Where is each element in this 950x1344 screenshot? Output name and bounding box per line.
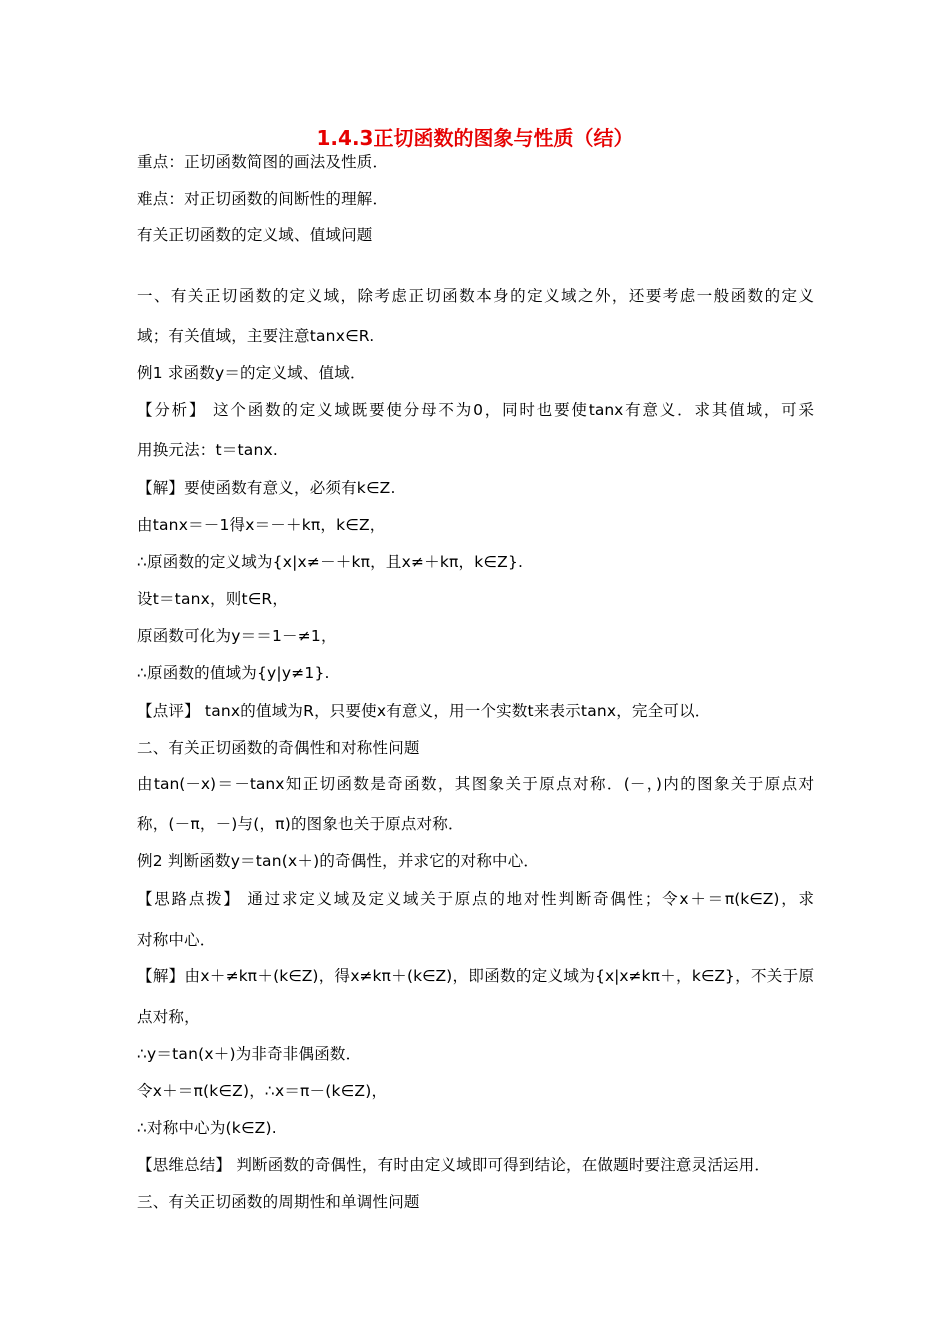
section-heading: 二、有关正切函数的奇偶性和对称性问题 [137,739,420,757]
solution-line: ∴原函数的值域为{y|y≠1}. [137,664,330,682]
section-heading: 有关正切函数的定义域、值域问题 [137,226,373,244]
solution-line: ∴y＝tan(x＋)为非奇非偶函数． [137,1045,362,1063]
section-heading: 三、有关正切函数的周期性和单调性问题 [137,1193,420,1211]
analysis-line: 用换元法：t＝tanx. [137,441,278,459]
paragraph-line: 域；有关值域，主要注意tanx∈R. [137,327,375,345]
solution-line: 由tanx＝－1得x＝－＋kπ，k∈Z， [137,516,386,534]
paragraph-line: 一、有关正切函数的定义域，除考虑正切函数本身的定义域之外，还要考虑一般函数的定义 [137,287,814,305]
solution-line: 点对称， [137,1008,200,1026]
solution-line: 设t＝tanx，则t∈R， [137,590,289,608]
solution-line: 令x＋＝π(k∈Z)，∴x＝π－(k∈Z)， [137,1082,388,1100]
analysis-line: 【分析】 这个函数的定义域既要使分母不为0，同时也要使tanx有意义．求其值域，可采 [137,401,814,419]
hint-line: 对称中心． [137,931,216,949]
example-2-heading: 例2 判断函数y＝tan(x＋)的奇偶性，并求它的对称中心． [137,852,540,870]
example-1-heading: 例1 求函数y＝的定义域、值域． [137,364,366,382]
summary-line: 【思维总结】 判断函数的奇偶性，有时由定义域即可得到结论，在做题时要注意灵活运用． [137,1156,771,1174]
difficulty-line: 难点：对正切函数的间断性的理解． [137,190,389,208]
solution-line: 【解】要使函数有意义，必须有k∈Z. [137,479,396,497]
paragraph-line: 由tan(－x)＝－tanx知正切函数是奇函数，其图象关于原点对称．(－，)内的图象关于原点对 [137,775,814,793]
solution-line: 【解】由x＋≠kπ＋(k∈Z)，得x≠kπ＋(k∈Z)，即函数的定义域为{x|x≠kπ＋，k∈Z}，不关于原 [137,967,814,985]
hint-line: 【思路点拨】 通过求定义域及定义域关于原点的地对性判断奇偶性；令x＋＝π(k∈Z)，求 [137,890,814,908]
solution-line: ∴原函数的定义域为{x|x≠－＋kπ，且x≠＋kπ，k∈Z}. [137,553,524,571]
solution-line: ∴对称中心为(k∈Z). [137,1119,277,1137]
document-title: 1.4.3正切函数的图象与性质（结） [316,126,634,150]
comment-line: 【点评】 tanx的值域为R，只要使x有意义，用一个实数t来表示tanx，完全可以． [137,702,711,720]
solution-line: 原函数可化为y＝＝1－≠1， [137,627,337,645]
key-point-line: 重点：正切函数简图的画法及性质． [137,153,389,171]
paragraph-line: 称，(－π，－)与(，π)的图象也关于原点对称． [137,815,464,833]
